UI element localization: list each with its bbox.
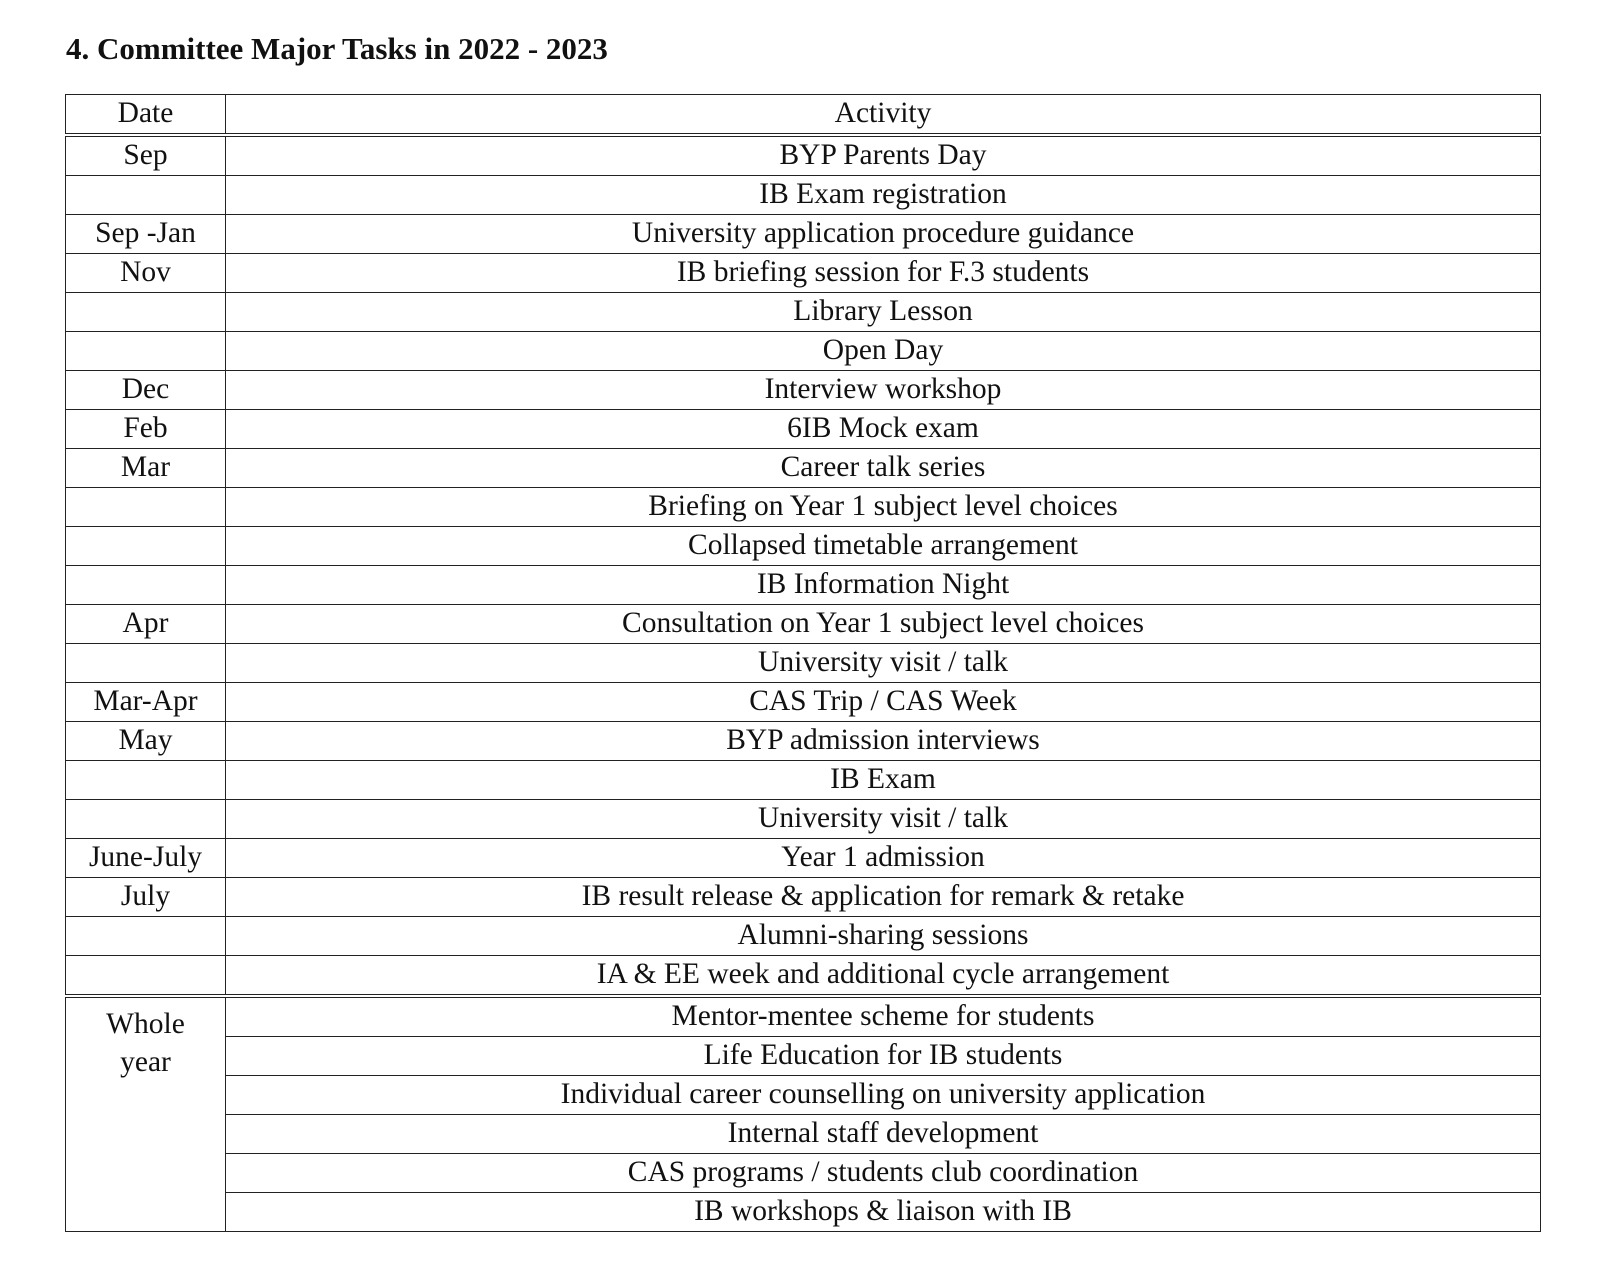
tasks-table (65, 94, 1541, 1232)
date-cell (66, 566, 226, 605)
table-row (66, 527, 1541, 566)
date-cell: Sep -Jan (66, 215, 226, 254)
date-cell (66, 293, 226, 332)
table-row (66, 878, 1541, 917)
date-cell (66, 917, 226, 956)
activity-cell: CAS Trip / CAS Week (226, 683, 1541, 722)
table-row (66, 917, 1541, 956)
date-cell: Nov (66, 254, 226, 293)
activity-cell: Interview workshop (226, 371, 1541, 410)
date-cell: June-July (66, 839, 226, 878)
table-row (66, 254, 1541, 293)
table-row (66, 761, 1541, 800)
activity-cell: Library Lesson (226, 293, 1541, 332)
activity-cell: Open Day (226, 332, 1541, 371)
table-row (66, 135, 1541, 176)
table-row (66, 410, 1541, 449)
table-row (66, 449, 1541, 488)
activity-cell: IA & EE week and additional cycle arrangement (226, 956, 1541, 997)
whole-year-label-line2: year (120, 1045, 171, 1078)
activity-cell: Mentor-mentee scheme for students (226, 996, 1541, 1037)
activity-cell: Life Education for IB students (226, 1037, 1541, 1076)
table-row (66, 371, 1541, 410)
date-cell: Feb (66, 410, 226, 449)
table-row (66, 176, 1541, 215)
activity-cell: IB briefing session for F.3 students (226, 254, 1541, 293)
table-row (66, 839, 1541, 878)
date-cell: Mar (66, 449, 226, 488)
date-cell: Mar-Apr (66, 683, 226, 722)
date-cell: Apr (66, 605, 226, 644)
date-cell (66, 644, 226, 683)
table-row (66, 683, 1541, 722)
table-row (66, 605, 1541, 644)
activity-cell: Individual career counselling on university application (226, 1076, 1541, 1115)
whole-year-row (66, 1115, 1541, 1154)
date-cell (66, 761, 226, 800)
table-row (66, 722, 1541, 761)
table-row (66, 215, 1541, 254)
activity-cell: Year 1 admission (226, 839, 1541, 878)
activity-cell: Consultation on Year 1 subject level choices (226, 605, 1541, 644)
table-row (66, 956, 1541, 997)
date-cell: Dec (66, 371, 226, 410)
header-row (66, 95, 1541, 136)
activity-cell: IB Exam registration (226, 176, 1541, 215)
activity-cell: University visit / talk (226, 644, 1541, 683)
date-cell (66, 956, 226, 997)
activity-cell: Alumni-sharing sessions (226, 917, 1541, 956)
whole-year-row (66, 1037, 1541, 1076)
activity-cell: BYP Parents Day (226, 135, 1541, 176)
activity-cell: Internal staff development (226, 1115, 1541, 1154)
table-row (66, 566, 1541, 605)
whole-year-label-line1: Whole (106, 1008, 185, 1040)
activity-cell: IB result release & application for remark & retake (226, 878, 1541, 917)
date-cell: Sep (66, 135, 226, 176)
activity-cell: IB Information Night (226, 566, 1541, 605)
whole-year-row (66, 996, 1541, 1037)
activity-cell: IB Exam (226, 761, 1541, 800)
date-cell (66, 800, 226, 839)
activity-cell: University application procedure guidance (226, 215, 1541, 254)
whole-year-row (66, 1193, 1541, 1232)
activity-cell: BYP admission interviews (226, 722, 1541, 761)
date-cell: July (66, 878, 226, 917)
activity-cell: University visit / talk (226, 800, 1541, 839)
date-cell (66, 488, 226, 527)
whole-year-date-cell (66, 996, 226, 1232)
date-cell (66, 527, 226, 566)
activity-cell: 6IB Mock exam (226, 410, 1541, 449)
table-row (66, 293, 1541, 332)
date-cell: May (66, 722, 226, 761)
date-cell (66, 176, 226, 215)
activity-cell: Collapsed timetable arrangement (226, 527, 1541, 566)
whole-year-row (66, 1076, 1541, 1115)
date-column-header: Date (66, 95, 226, 136)
section-heading: 4. Committee Major Tasks in 2022 - 2023 (66, 31, 608, 66)
date-cell (66, 332, 226, 371)
activity-cell: Career talk series (226, 449, 1541, 488)
activity-cell: Briefing on Year 1 subject level choices (226, 488, 1541, 527)
table-row (66, 800, 1541, 839)
table-row (66, 488, 1541, 527)
table-row (66, 332, 1541, 371)
whole-year-row (66, 1154, 1541, 1193)
activity-cell: IB workshops & liaison with IB (226, 1193, 1541, 1232)
table-row (66, 644, 1541, 683)
activity-column-header: Activity (226, 95, 1541, 136)
activity-cell: CAS programs / students club coordination (226, 1154, 1541, 1193)
